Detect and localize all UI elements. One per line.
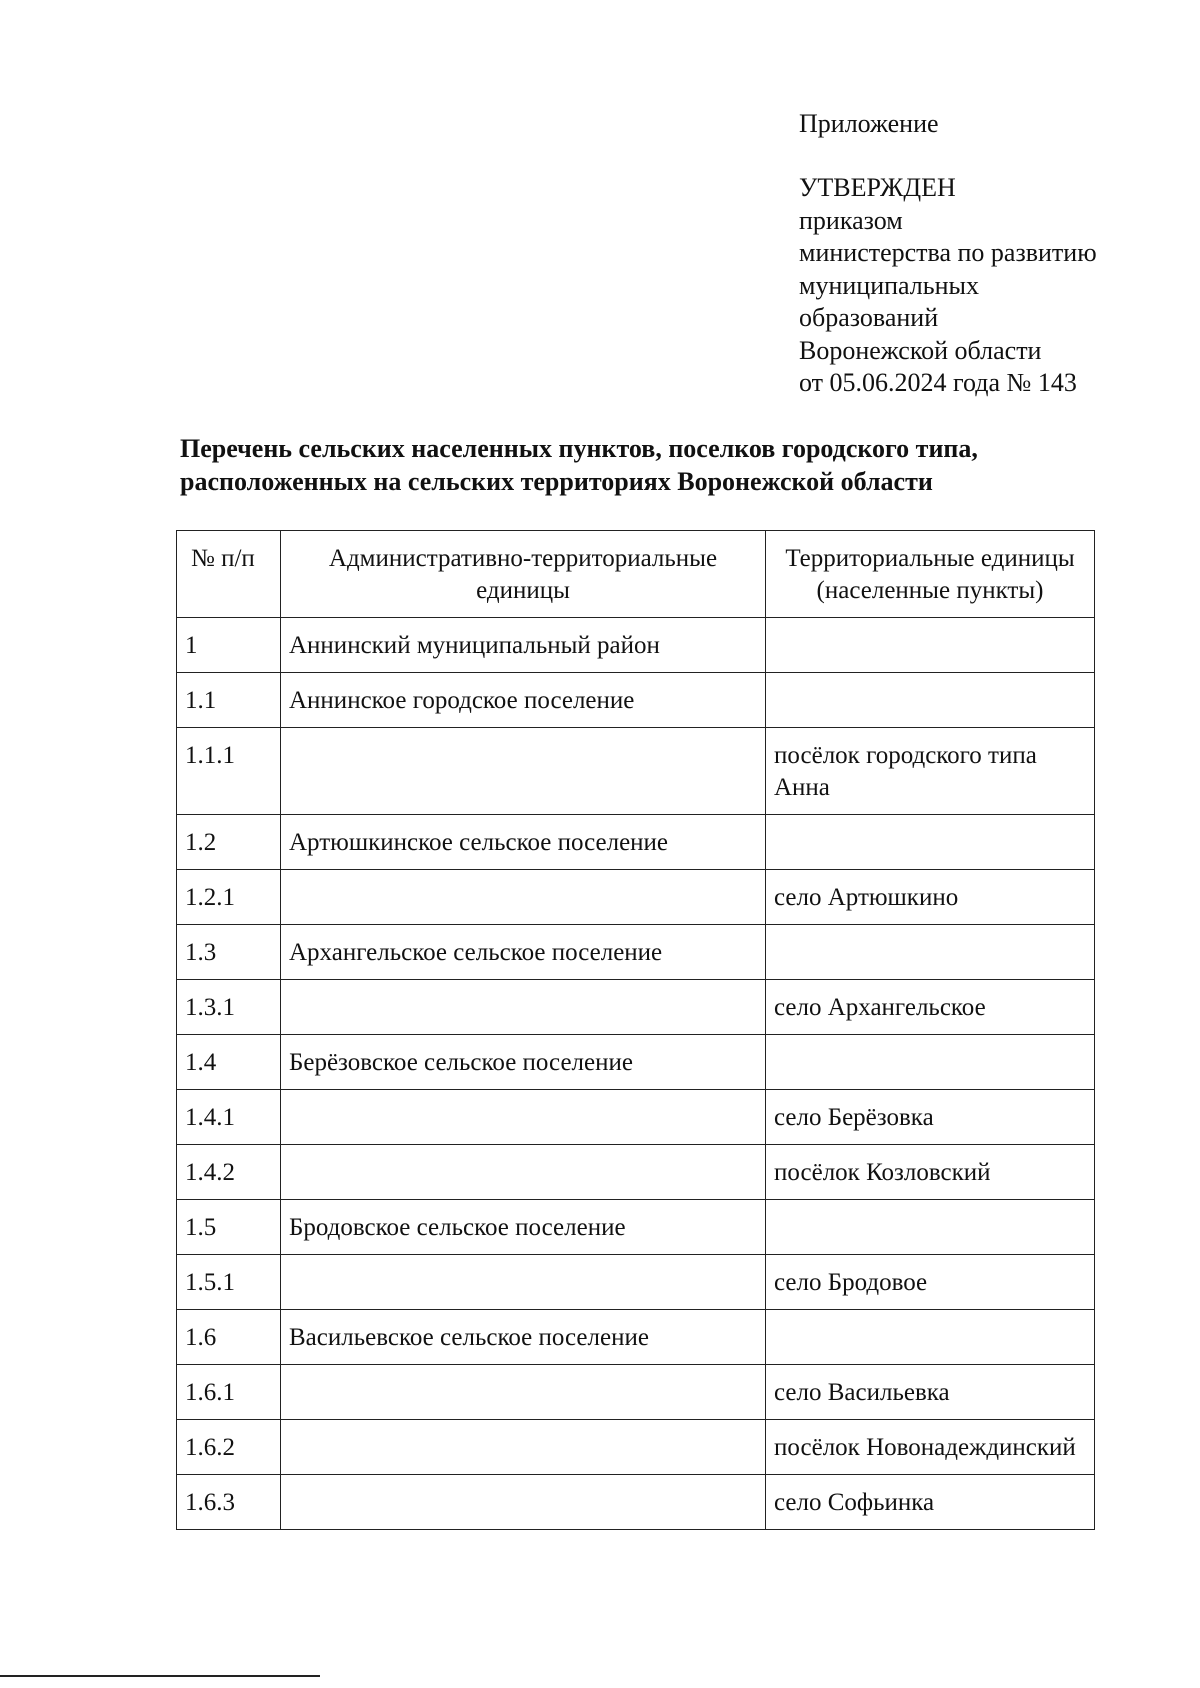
cell-territorial-unit — [766, 1310, 1095, 1365]
table-row — [177, 618, 1095, 673]
cell-territorial-unit — [766, 1035, 1095, 1090]
cell-territorial-unit: посёлок Козловский — [766, 1145, 1095, 1200]
cell-admin-unit — [281, 980, 766, 1035]
table-row — [177, 1035, 1095, 1090]
cell-number: 1.2.1 — [177, 870, 281, 925]
cell-admin-unit: Аннинское городское поселение — [281, 673, 766, 728]
table-row — [177, 1090, 1095, 1145]
table-row — [177, 815, 1095, 870]
cell-admin-unit — [281, 1420, 766, 1475]
cell-territorial-unit: село Берёзовка — [766, 1090, 1095, 1145]
cell-number: 1.6.3 — [177, 1475, 281, 1530]
document-title-line: Перечень сельских населенных пунктов, поселков городского типа, — [180, 434, 978, 463]
cell-territorial-unit: посёлок Новонадеждинский — [766, 1420, 1095, 1475]
header-admin-unit: Административно-территориальные единицы — [281, 531, 766, 618]
table-row — [177, 870, 1095, 925]
table-row — [177, 728, 1095, 815]
cell-number: 1.1 — [177, 673, 281, 728]
table-row — [177, 925, 1095, 980]
cell-admin-unit — [281, 1255, 766, 1310]
approval-line: муниципальных — [799, 270, 980, 300]
cell-territorial-unit — [766, 1200, 1095, 1255]
cell-territorial-unit — [766, 618, 1095, 673]
approval-line: УТВЕРЖДЕН — [799, 173, 956, 202]
settlements-table — [176, 530, 1095, 1530]
cell-admin-unit — [281, 728, 766, 815]
cell-number: 1.3 — [177, 925, 281, 980]
table-row — [177, 1420, 1095, 1475]
table-row — [177, 1145, 1095, 1200]
table-row — [177, 1365, 1095, 1420]
document-title-line: расположенных на сельских территориях Воронежской области — [180, 467, 933, 496]
approval-block — [799, 172, 1097, 400]
cell-admin-unit — [281, 1365, 766, 1420]
approval-line: образований — [799, 303, 939, 332]
approval-line: приказом — [799, 205, 903, 235]
cell-number: 1.6 — [177, 1310, 281, 1365]
table-header-row — [177, 531, 1095, 618]
cell-number: 1.4 — [177, 1035, 281, 1090]
cell-number: 1.5.1 — [177, 1255, 281, 1310]
document-title — [180, 432, 1120, 498]
cell-admin-unit: Берёзовское сельское поселение — [281, 1035, 766, 1090]
cell-territorial-unit: село Бродовое — [766, 1255, 1095, 1310]
table-row — [177, 673, 1095, 728]
header-number: № п/п — [177, 531, 281, 618]
cell-territorial-unit — [766, 673, 1095, 728]
approval-line: Воронежской области — [799, 335, 1042, 365]
cell-admin-unit: Аннинский муниципальный район — [281, 618, 766, 673]
cell-number: 1.6.1 — [177, 1365, 281, 1420]
cell-territorial-unit: село Васильевка — [766, 1365, 1095, 1420]
cell-number: 1.3.1 — [177, 980, 281, 1035]
cell-number: 1 — [177, 618, 281, 673]
cell-admin-unit — [281, 1090, 766, 1145]
footnote-separator — [0, 1675, 320, 1677]
cell-admin-unit: Артюшкинское сельское поселение — [281, 815, 766, 870]
cell-number: 1.4.1 — [177, 1090, 281, 1145]
cell-number: 1.6.2 — [177, 1420, 281, 1475]
cell-admin-unit: Васильевское сельское поселение — [281, 1310, 766, 1365]
cell-number: 1.4.2 — [177, 1145, 281, 1200]
cell-territorial-unit: посёлок городского типа Анна — [766, 728, 1095, 815]
cell-number: 1.1.1 — [177, 728, 281, 815]
cell-territorial-unit: село Софьинка — [766, 1475, 1095, 1530]
cell-territorial-unit: село Архангельское — [766, 980, 1095, 1035]
table-row — [177, 1255, 1095, 1310]
table-body — [177, 618, 1095, 1530]
cell-admin-unit — [281, 1475, 766, 1530]
cell-number: 1.5 — [177, 1200, 281, 1255]
cell-admin-unit: Архангельское сельское поселение — [281, 925, 766, 980]
appendix-label: Приложение — [799, 109, 939, 138]
cell-territorial-unit: село Артюшкино — [766, 870, 1095, 925]
cell-admin-unit — [281, 1145, 766, 1200]
cell-territorial-unit — [766, 925, 1095, 980]
table-row — [177, 1200, 1095, 1255]
header-territorial-unit: Территориальные единицы (населенные пункты) — [766, 531, 1095, 618]
table-row — [177, 980, 1095, 1035]
cell-territorial-unit — [766, 815, 1095, 870]
table-row — [177, 1475, 1095, 1530]
cell-number: 1.2 — [177, 815, 281, 870]
approval-line: от 05.06.2024 года № 143 — [799, 368, 1077, 397]
approval-line: министерства по развитию — [799, 238, 1097, 267]
cell-admin-unit — [281, 870, 766, 925]
cell-admin-unit: Бродовское сельское поселение — [281, 1200, 766, 1255]
table-row — [177, 1310, 1095, 1365]
